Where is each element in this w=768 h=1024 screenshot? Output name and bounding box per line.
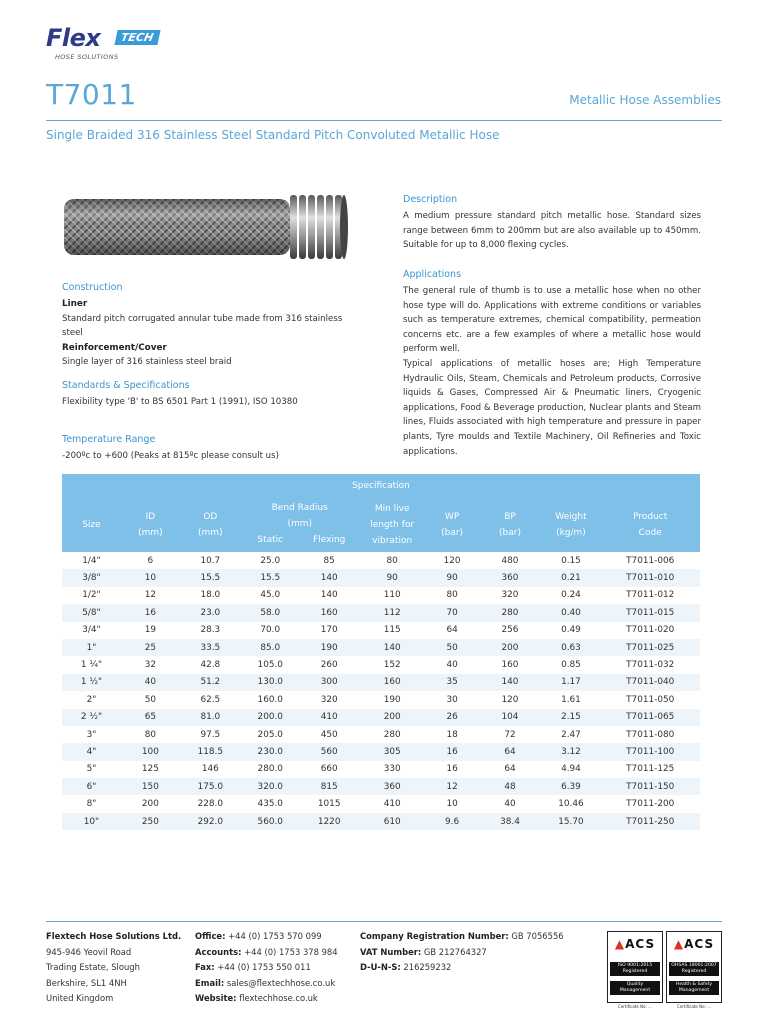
applications-text-2: Typical applications of metallic hoses are; High Temperature Hydraulic Oils, Steam, Chemicals and Petroleum products, Corrosive liquids & Gases, Compressed Air & Pneumatic liners, Cryogenic applications, Food & Beverage production, Nuclear plants and Steam lines, Fluids associated with high temperature and pressure in paper plants, Tyre moulds and Textile Machinery, Oil Refineries and Toxic applications. (403, 358, 701, 457)
cell-static: 130.0 (241, 674, 300, 691)
cell-id: 12 (121, 587, 180, 604)
liner-label: Liner (62, 299, 88, 309)
table-caption: Specification (62, 474, 700, 498)
cell-size: 1 ½" (62, 674, 121, 691)
cell-size: 2 ½" (62, 709, 121, 726)
cell-id: 65 (121, 709, 180, 726)
cell-flexing: 1015 (300, 795, 359, 812)
cell-product-code: T7011-015 (600, 604, 700, 621)
footer-registration (360, 929, 564, 976)
col-min-live-2: length for (370, 520, 415, 530)
standards-text: Flexibility type 'B' to BS 6501 Part 1 (1991), ISO 10380 (62, 397, 298, 407)
description-heading: Description (403, 194, 458, 205)
cell-static: 230.0 (241, 743, 300, 760)
col-bp-unit: (bar) (499, 528, 521, 538)
applications-section (403, 269, 701, 459)
col-static: Static (241, 532, 300, 552)
cell-min-live: 410 (359, 795, 426, 812)
cell-od: 228.0 (180, 795, 241, 812)
temperature-section (62, 434, 362, 464)
footer-contacts (195, 929, 338, 1007)
cell-flexing: 410 (300, 709, 359, 726)
col-min-live (359, 498, 426, 552)
cell-wp: 35 (426, 674, 479, 691)
cell-od: 33.5 (180, 639, 241, 656)
cell-bp: 160 (479, 656, 542, 673)
address-line-2: Trading Estate, Slough (46, 962, 140, 973)
cell-min-live: 140 (359, 639, 426, 656)
cell-static: 280.0 (241, 761, 300, 778)
cell-size: 1/4" (62, 552, 121, 569)
cell-min-live: 200 (359, 709, 426, 726)
cell-od: 175.0 (180, 778, 241, 795)
duns-label: D-U-N-S: (360, 962, 401, 973)
cell-wp: 50 (426, 639, 479, 656)
cell-min-live: 110 (359, 587, 426, 604)
cell-weight: 0.85 (541, 656, 600, 673)
cell-weight: 1.61 (541, 691, 600, 708)
col-wp-label: WP (444, 512, 460, 522)
fax-number: +44 (0) 1753 550 011 (217, 962, 311, 973)
cell-size: 10" (62, 813, 121, 830)
cell-id: 16 (121, 604, 180, 621)
cell-flexing: 170 (300, 622, 359, 639)
col-product-code (600, 498, 700, 552)
crn-value: GB 7056556 (511, 931, 564, 941)
acs-logo: ▲ACS (614, 937, 656, 951)
brand-name-tech: TECH (114, 30, 160, 45)
cell-static: 85.0 (241, 639, 300, 656)
cell-wp: 16 (426, 761, 479, 778)
brand-logo (46, 24, 176, 60)
iso-9001-standard: ISO 9001:2015 Registered (610, 962, 660, 976)
cell-product-code: T7011-125 (600, 761, 700, 778)
cell-static: 200.0 (241, 709, 300, 726)
table-row (62, 569, 700, 586)
cell-flexing: 85 (300, 552, 359, 569)
cell-static: 105.0 (241, 656, 300, 673)
cell-id: 25 (121, 639, 180, 656)
cell-flexing: 320 (300, 691, 359, 708)
col-od-unit: (mm) (198, 528, 223, 538)
cell-od: 81.0 (180, 709, 241, 726)
cell-wp: 70 (426, 604, 479, 621)
cell-bp: 120 (479, 691, 542, 708)
col-od-label: OD (203, 512, 218, 522)
vat-label: VAT Number: (360, 946, 422, 957)
footer-address (46, 929, 181, 1007)
cell-wp: 90 (426, 569, 479, 586)
cell-product-code: T7011-250 (600, 813, 700, 830)
col-min-live-1: Min live (374, 504, 410, 514)
cell-weight: 0.21 (541, 569, 600, 586)
col-wp-unit: (bar) (441, 528, 464, 538)
table-row (62, 795, 700, 812)
cell-static: 58.0 (241, 604, 300, 621)
cell-od: 28.3 (180, 622, 241, 639)
cell-size: 3/4" (62, 622, 121, 639)
cell-bp: 72 (479, 726, 542, 743)
col-bend-unit: (mm) (287, 519, 312, 529)
description-section (403, 194, 701, 253)
table-row (62, 726, 700, 743)
address-line-3: Berkshire, SL1 4NH (46, 977, 127, 988)
col-flexing: Flexing (300, 532, 359, 552)
cell-size: 3/8" (62, 569, 121, 586)
footer-divider (46, 921, 722, 922)
cell-bp: 280 (479, 604, 542, 621)
hose-image (60, 193, 350, 261)
ohsas-18001-standard: OHSAS 18001:2007 Registered (669, 962, 719, 976)
cell-flexing: 660 (300, 761, 359, 778)
table-row (62, 709, 700, 726)
email-link[interactable]: sales@flextechhose.co.uk (226, 977, 336, 988)
cell-bp: 40 (479, 795, 542, 812)
col-id-unit: (mm) (138, 528, 163, 538)
cell-od: 10.7 (180, 552, 241, 569)
col-weight-label: Weight (555, 512, 587, 522)
cell-od: 292.0 (180, 813, 241, 830)
cell-product-code: T7011-010 (600, 569, 700, 586)
cell-size: 1" (62, 639, 121, 656)
table-row (62, 552, 700, 569)
construction-section (62, 282, 362, 370)
cell-id: 250 (121, 813, 180, 830)
cell-id: 80 (121, 726, 180, 743)
cell-id: 6 (121, 552, 180, 569)
address-line-1: 945-946 Yeovil Road (46, 946, 132, 957)
cell-min-live: 80 (359, 552, 426, 569)
cell-bp: 140 (479, 674, 542, 691)
cell-bp: 256 (479, 622, 542, 639)
cell-id: 40 (121, 674, 180, 691)
ohsas-18001-cert-number: Certificate No: ... (677, 1004, 711, 1009)
table-row (62, 778, 700, 795)
cell-flexing: 560 (300, 743, 359, 760)
cell-od: 51.2 (180, 674, 241, 691)
cell-static: 70.0 (241, 622, 300, 639)
table-row (62, 813, 700, 830)
cell-wp: 18 (426, 726, 479, 743)
cell-min-live: 160 (359, 674, 426, 691)
cell-flexing: 450 (300, 726, 359, 743)
cell-flexing: 1220 (300, 813, 359, 830)
applications-heading: Applications (403, 269, 462, 280)
cell-weight: 0.40 (541, 604, 600, 621)
cell-flexing: 300 (300, 674, 359, 691)
cell-product-code: T7011-012 (600, 587, 700, 604)
email-label: Email: (195, 977, 225, 988)
table-row (62, 622, 700, 639)
brand-name-flex: Flex (46, 24, 101, 52)
standards-section (62, 380, 362, 410)
cell-bp: 200 (479, 639, 542, 656)
cell-product-code: T7011-065 (600, 709, 700, 726)
cell-bp: 480 (479, 552, 542, 569)
cover-label: Reinforcement/Cover (62, 342, 167, 353)
table-row (62, 587, 700, 604)
col-weight-unit: (kg/m) (556, 528, 586, 538)
col-wp (426, 498, 479, 552)
company-name: Flextech Hose Solutions Ltd. (46, 931, 182, 941)
vat-value: GB 212764327 (423, 946, 487, 957)
cell-product-code: T7011-040 (600, 674, 700, 691)
cell-wp: 80 (426, 587, 479, 604)
cell-id: 50 (121, 691, 180, 708)
cell-size: 4" (62, 743, 121, 760)
specification-rows (62, 552, 700, 830)
address-line-4: United Kingdom (46, 993, 114, 1004)
cell-product-code: T7011-200 (600, 795, 700, 812)
cover-text: Single layer of 316 stainless steel braid (62, 357, 232, 368)
cell-min-live: 360 (359, 778, 426, 795)
cell-min-live: 190 (359, 691, 426, 708)
cell-wp: 26 (426, 709, 479, 726)
cell-min-live: 90 (359, 569, 426, 586)
col-code-1: Product (633, 512, 668, 522)
cell-size: 1/2" (62, 587, 121, 604)
table-row (62, 674, 700, 691)
cell-flexing: 815 (300, 778, 359, 795)
col-code-2: Code (638, 528, 662, 538)
cell-od: 42.8 (180, 656, 241, 673)
cell-bp: 48 (479, 778, 542, 795)
cell-wp: 30 (426, 691, 479, 708)
col-bend-radius (241, 498, 359, 532)
construction-heading: Construction (62, 282, 123, 293)
cell-id: 100 (121, 743, 180, 760)
cell-static: 320.0 (241, 778, 300, 795)
cell-weight: 6.39 (541, 778, 600, 795)
liner-text: Standard pitch corrugated annular tube made from 316 stainless steel (62, 313, 343, 339)
cell-size: 8" (62, 795, 121, 812)
temperature-text: -200ºc to +600 (Peaks at 815ºc please consult us) (62, 451, 279, 461)
table-row (62, 604, 700, 621)
accounts-label: Accounts: (195, 946, 242, 957)
office-label: Office: (195, 931, 226, 941)
cell-static: 45.0 (241, 587, 300, 604)
col-weight (541, 498, 600, 552)
cell-static: 205.0 (241, 726, 300, 743)
cell-flexing: 160 (300, 604, 359, 621)
cell-product-code: T7011-006 (600, 552, 700, 569)
website-label: Website: (195, 993, 237, 1004)
temperature-heading: Temperature Range (62, 434, 156, 445)
product-subtitle: Single Braided 316 Stainless Steel Standard Pitch Convoluted Metallic Hose (46, 128, 500, 142)
cell-product-code: T7011-150 (600, 778, 700, 795)
duns-value: 216259232 (403, 962, 452, 973)
cell-wp: 40 (426, 656, 479, 673)
cell-id: 200 (121, 795, 180, 812)
iso-9001-scope: Quality Management (610, 981, 660, 995)
cell-od: 97.5 (180, 726, 241, 743)
cell-size: 1 ¼" (62, 656, 121, 673)
website-link[interactable]: flextechhose.co.uk (239, 993, 318, 1004)
cell-product-code: T7011-050 (600, 691, 700, 708)
cell-wp: 10 (426, 795, 479, 812)
cell-size: 5/8" (62, 604, 121, 621)
cell-size: 5" (62, 761, 121, 778)
cell-flexing: 260 (300, 656, 359, 673)
cell-min-live: 305 (359, 743, 426, 760)
col-id (121, 498, 180, 552)
cell-bp: 38.4 (479, 813, 542, 830)
cell-od: 15.5 (180, 569, 241, 586)
table-row (62, 743, 700, 760)
cell-bp: 64 (479, 743, 542, 760)
fax-label: Fax: (195, 962, 215, 973)
table-row (62, 639, 700, 656)
header-divider (46, 120, 722, 121)
col-size: Size (62, 498, 121, 552)
ohsas-18001-scope: Health & Safety Management (669, 981, 719, 995)
cell-size: 3" (62, 726, 121, 743)
cell-product-code: T7011-080 (600, 726, 700, 743)
iso-9001-badge (607, 931, 663, 1003)
cell-weight: 0.24 (541, 587, 600, 604)
table-row (62, 656, 700, 673)
cell-weight: 4.94 (541, 761, 600, 778)
cell-od: 62.5 (180, 691, 241, 708)
cell-static: 25.0 (241, 552, 300, 569)
cell-static: 15.5 (241, 569, 300, 586)
description-text: A medium pressure standard pitch metallic hose. Standard sizes range between 6mm to 200mm but are also available up to 450mm. Suitable for up to 8,000 flexing cycles. (403, 211, 701, 251)
applications-text-1: The general rule of thumb is to use a metallic hose when no other hose type will do. Applications with extreme conditions or variables such as temperature extremes, chemical compatibility, permeation concerns etc. are a few examples of where a metallic hose would perform well. (403, 286, 701, 355)
table-row (62, 761, 700, 778)
col-bp (479, 498, 542, 552)
cell-bp: 320 (479, 587, 542, 604)
cell-product-code: T7011-020 (600, 622, 700, 639)
cell-min-live: 112 (359, 604, 426, 621)
cell-weight: 2.47 (541, 726, 600, 743)
cell-wp: 64 (426, 622, 479, 639)
table-row (62, 691, 700, 708)
col-min-live-3: vibration (372, 536, 413, 546)
iso-9001-cert-number: Certificate No: ... (618, 1004, 652, 1009)
cell-product-code: T7011-100 (600, 743, 700, 760)
cell-size: 6" (62, 778, 121, 795)
cell-weight: 10.46 (541, 795, 600, 812)
cell-wp: 120 (426, 552, 479, 569)
cell-flexing: 140 (300, 587, 359, 604)
cell-bp: 104 (479, 709, 542, 726)
col-id-label: ID (145, 512, 156, 522)
cell-min-live: 152 (359, 656, 426, 673)
cell-od: 118.5 (180, 743, 241, 760)
cell-id: 32 (121, 656, 180, 673)
brand-tagline: HOSE SOLUTIONS (55, 53, 119, 61)
cell-static: 435.0 (241, 795, 300, 812)
page-title: T7011 (46, 78, 137, 111)
cell-size: 2" (62, 691, 121, 708)
acs-logo: ▲ACS (673, 937, 715, 951)
cell-od: 18.0 (180, 587, 241, 604)
col-od (180, 498, 241, 552)
cell-id: 10 (121, 569, 180, 586)
cell-id: 19 (121, 622, 180, 639)
cell-wp: 16 (426, 743, 479, 760)
col-bend-label: Bend Radius (271, 503, 328, 513)
cell-static: 560.0 (241, 813, 300, 830)
cell-wp: 12 (426, 778, 479, 795)
cell-flexing: 140 (300, 569, 359, 586)
cell-od: 146 (180, 761, 241, 778)
cell-bp: 360 (479, 569, 542, 586)
cell-wp: 9.6 (426, 813, 479, 830)
cell-min-live: 280 (359, 726, 426, 743)
office-phone[interactable]: +44 (0) 1753 570 099 (228, 931, 322, 941)
cell-min-live: 115 (359, 622, 426, 639)
cell-weight: 0.63 (541, 639, 600, 656)
col-bp-label: BP (504, 512, 516, 522)
specification-table (62, 474, 700, 830)
accounts-phone[interactable]: +44 (0) 1753 378 984 (244, 946, 338, 957)
cell-weight: 2.15 (541, 709, 600, 726)
cell-weight: 0.49 (541, 622, 600, 639)
cell-id: 150 (121, 778, 180, 795)
cell-flexing: 190 (300, 639, 359, 656)
cell-min-live: 330 (359, 761, 426, 778)
ohsas-18001-badge (666, 931, 722, 1003)
crn-label: Company Registration Number: (360, 931, 509, 941)
cell-weight: 3.12 (541, 743, 600, 760)
cell-weight: 0.15 (541, 552, 600, 569)
product-category: Metallic Hose Assemblies (569, 93, 721, 107)
standards-heading: Standards & Specifications (62, 380, 190, 391)
cell-id: 125 (121, 761, 180, 778)
cell-min-live: 610 (359, 813, 426, 830)
cell-weight: 1.17 (541, 674, 600, 691)
cell-product-code: T7011-025 (600, 639, 700, 656)
cell-product-code: T7011-032 (600, 656, 700, 673)
cell-static: 160.0 (241, 691, 300, 708)
cell-od: 23.0 (180, 604, 241, 621)
cell-weight: 15.70 (541, 813, 600, 830)
cell-bp: 64 (479, 761, 542, 778)
